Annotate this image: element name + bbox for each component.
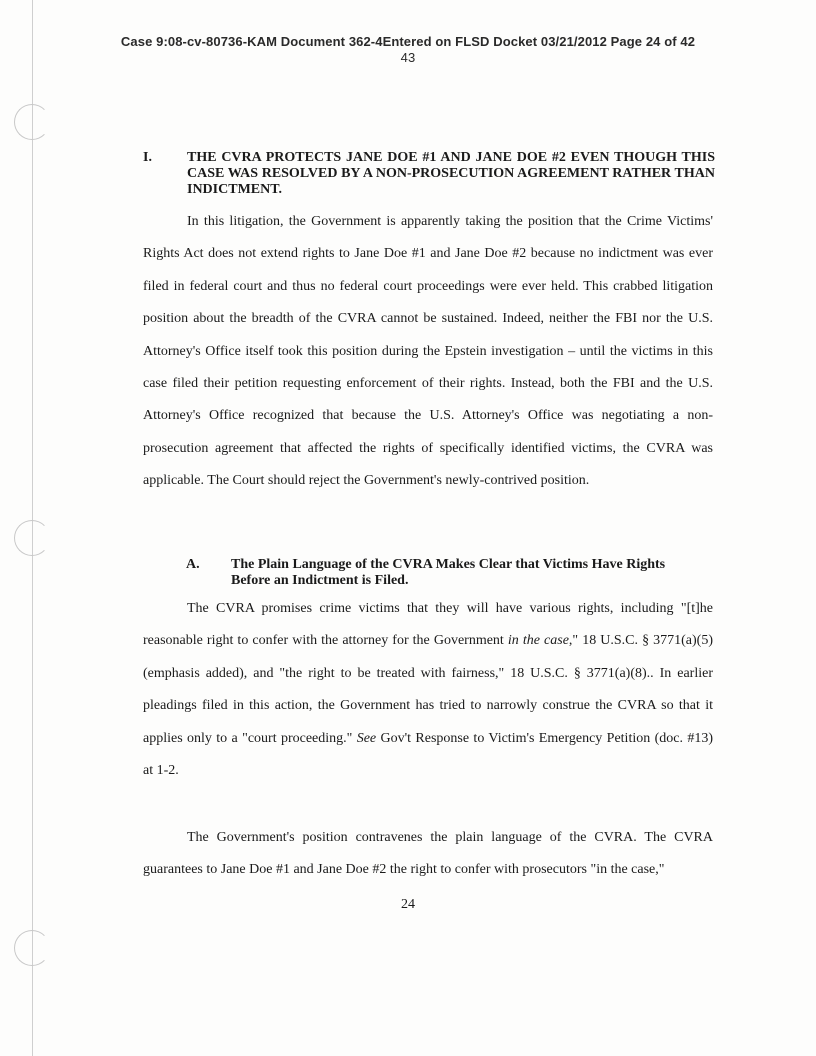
- section-number: I.: [143, 150, 152, 165]
- section-heading-text: THE CVRA PROTECTS JANE DOE #1 AND JANE DOE #2 EVEN THOUGH THIS CASE WAS RESOLVED BY A NON-PROSECUTION AGREEMENT RATHER THAN INDICTMENT.: [187, 150, 715, 197]
- paragraph-2-text-b: ," 18 U.S.C. § 3771(a)(5) (emphasis added), and "the right to be treated with fairness," 18 U.S.C. § 3771(a)(8).. In earlier pleadings filed in this action, the Government has tried to narrowly construe the CVRA so that it applies only to a "court proceeding.": [143, 633, 714, 746]
- punch-hole-bottom: [14, 930, 50, 966]
- subsection-number: A.: [186, 557, 200, 572]
- subsection-heading: [186, 557, 706, 589]
- paragraph-2-text-c: Gov't Response to Victim's Emergency Petition (doc. #13) at 1-2.: [143, 730, 713, 779]
- punch-hole-middle: [14, 520, 50, 556]
- body-paragraph-3: The Government's position contravenes the plain language of the CVRA. The CVRA guarantees to Jane Doe #1 and Jane Doe #2 the right to confer with prosecutors "in the case,": [143, 830, 713, 878]
- case-stamp-page: 43: [400, 50, 416, 65]
- paragraph-2-text-a: The CVRA promises crime victims that they will have various rights, including "[t]he reasonable right to confer with the attorney for the Government: [143, 601, 713, 649]
- section-heading: [143, 150, 715, 198]
- punch-hole-top: [14, 104, 50, 140]
- court-filing-header: [0, 34, 816, 66]
- subsection-heading-text: The Plain Language of the CVRA Makes Clear that Victims Have Rights Before an Indictment is Filed.: [231, 557, 666, 588]
- emphasis-in-the-case: in the case: [507, 633, 569, 649]
- body-paragraph-1: In this litigation, the Government is apparently taking the position that the Crime Victims' Rights Act does not extend rights to Jane Doe #1 and Jane Doe #2 because no indictment was ever filed in federal court and thus no federal court proceedings were ever held. This crabbed litigation position about the breadth of the CVRA cannot be sustained. Indeed, neither the FBI nor the U.S. Attorney's Office itself took this position during the Epstein investigation – until the victims in this case filed their petition requesting enforcement of their rights. Instead, both the FBI and the U.S. Attorney's Office recognized that because the U.S. Attorney's Office was negotiating a non-prosecution agreement that affected the rights of specifically identified victims, the CVRA was applicable. The Court should reject the Government's newly-contrived position.: [143, 214, 713, 489]
- emphasis-see: See: [356, 730, 377, 746]
- page-number: 24: [401, 897, 415, 912]
- body-paragraph-2: [143, 593, 713, 787]
- case-stamp: Case 9:08-cv-80736-KAM Document 362-4Entered on FLSD Docket 03/21/2012 Page 24 of 42: [120, 34, 696, 49]
